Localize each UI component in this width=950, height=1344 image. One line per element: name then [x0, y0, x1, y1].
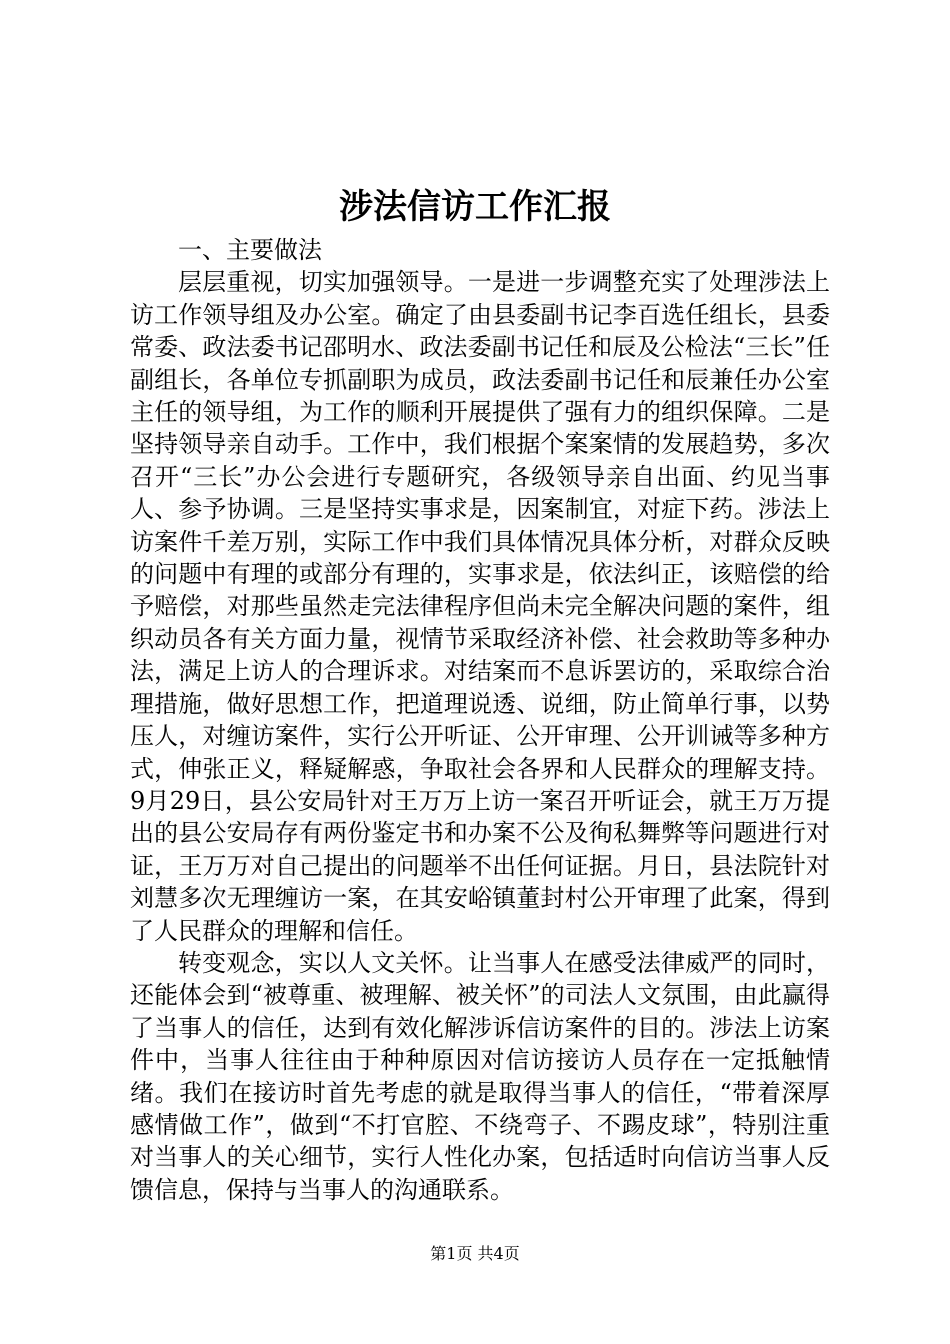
document-title: 涉法信访工作汇报: [339, 187, 611, 227]
page-footer: 第1页 共4页: [430, 1244, 520, 1263]
document-body: [130, 234, 830, 1206]
section-heading: 一、主要做法: [178, 236, 322, 264]
paragraph-leadership: 层层重视，切实加强领导。一是进一步调整充实了处理涉法上访工作领导组及办公室。确定了由县委副书记李百选任组长，县委常委、政法委书记邵明水、政法委副书记任和辰及公检法“三长”任副组长，各单位专抓副职为成员，政法委副书记任和辰兼任办公室主任的领导组，为工作的顺利开展提供了强有力的组织保障。二是坚持领导亲自动手。工作中，我们根据个案案情的发展趋势，多次召开“三长”办公会进行专题研究，各级领导亲自出面、约见当事人、参予协调。三是坚持实事求是，因案制宜，对症下药。涉法上访案件千差万别，实际工作中我们具体情况具体分析，对群众反映的问题中有理的或部分有理的，实事求是，依法纠正，该赔偿的给予赔偿，对那些虽然走完法律程序但尚未完全解决问题的案件，组织动员各有关方面力量，视情节采取经济补偿、社会救助等多种办法，满足上访人的合理诉求。对结案而不息诉罢访的，采取综合治理措施，做好思想工作，把道理说透、说细，防止简单行事，以势压人，对缠访案件，实行公开听证、公开审理、公开训诫等多种方式，伸张正义，释疑解惑，争取社会各界和人民群众的理解支持。9月29日，县公安局针对王万万上访一案召开听证会，就王万万提出的县公安局存有两份鉴定书和办案不公及徇私舞弊等问题进行对证，王万万对自己提出的问题举不出任何证据。月日，县法院针对刘慧多次无理缠访一案，在其安峪镇董封村公开审理了此案，得到了人民群众的理解和信任。: [130, 268, 830, 945]
paragraph-humanistic-care: 转变观念，实以人文关怀。让当事人在感受法律威严的同时，还能体会到“被尊重、被理解、被关怀”的司法人文氛围，由此赢得了当事人的信任，达到有效化解涉诉信访案件的目的。涉法上访案件中，当事人往往由于种种原因对信访接访人员存在一定抵触情绪。我们在接访时首先考虑的就是取得当事人的信任，“带着深厚感情做工作”，做到“不打官腔、不绕弯子、不踢皮球”，特别注重对当事人的关心细节，实行人性化办案，包括适时向信访当事人反馈信息，保持与当事人的沟通联系。: [130, 948, 830, 1204]
